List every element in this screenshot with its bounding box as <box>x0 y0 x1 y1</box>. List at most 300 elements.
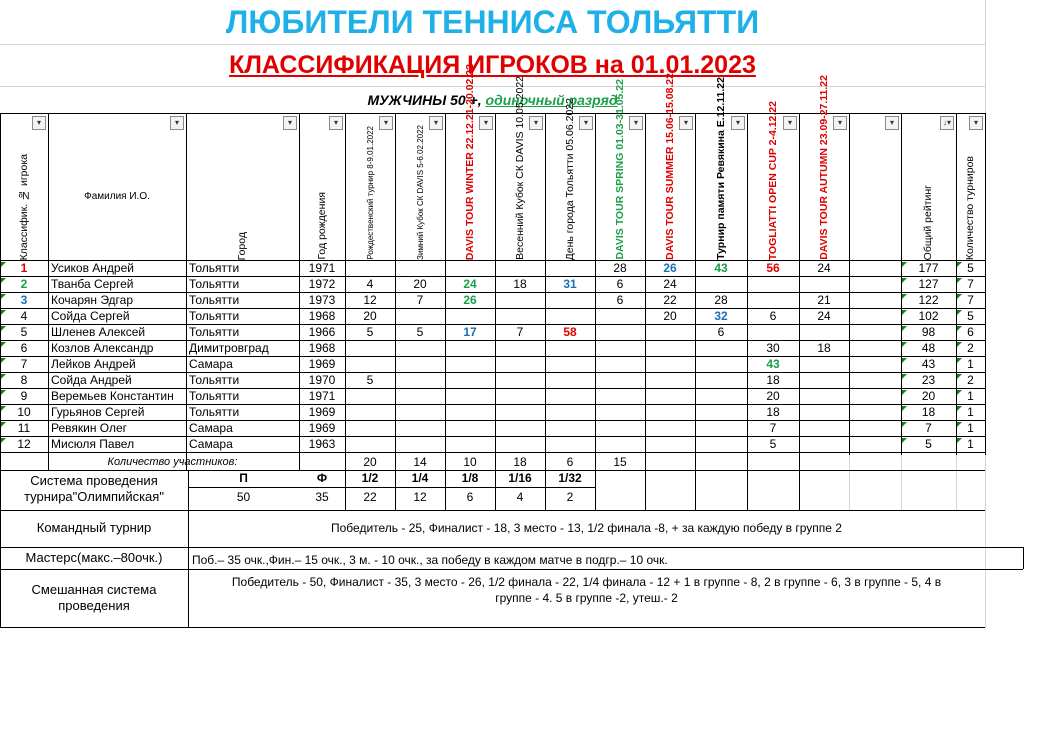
header-label: Город <box>236 231 248 260</box>
column-header-t6 <box>595 79 645 260</box>
cell-rank: 2 <box>20 277 28 291</box>
cell-marker-icon <box>1 390 6 395</box>
filter-dropdown-button[interactable]: ▾ <box>529 116 543 130</box>
cell-t3: 26 <box>463 293 477 307</box>
cell-rating: 18 <box>921 405 936 419</box>
column-header-rank <box>0 132 48 260</box>
cell-t9: 5 <box>769 437 777 451</box>
cell-marker-icon <box>957 358 962 363</box>
cell-t5 <box>545 293 595 309</box>
cell-t3 <box>445 357 495 373</box>
column-header-t8 <box>695 77 747 260</box>
filter-dropdown-button[interactable]: ▾ <box>969 116 983 130</box>
column-header-t2 <box>395 125 445 260</box>
cell-t1 <box>345 261 395 277</box>
cell-name: Мисюля Павел <box>51 437 135 451</box>
cell-year: 1969 <box>308 421 336 435</box>
header-label: Турнир памяти Ревякина Е.12.11.22 <box>714 77 727 260</box>
cell-t6 <box>595 341 645 357</box>
cell-t10: 24 <box>817 261 831 275</box>
cell-city: Тольятти <box>189 325 240 339</box>
cell-t2 <box>395 389 445 405</box>
cell-count: 1 <box>967 437 974 451</box>
cell-marker-icon <box>1 294 6 299</box>
cell-t4 <box>495 373 545 389</box>
cell-city: Тольятти <box>189 293 240 307</box>
header-label: День города Тольятти 05.06.2022 <box>563 97 576 260</box>
cell-marker-icon <box>902 374 907 379</box>
cell-t2: 20 <box>413 277 427 291</box>
cell-t4 <box>495 309 545 325</box>
cell-rating: 127 <box>918 277 939 291</box>
filter-dropdown-button[interactable]: ▾ <box>833 116 847 130</box>
cell-year: 1969 <box>308 357 336 371</box>
cell-marker-icon <box>957 438 962 443</box>
table-row <box>0 437 985 453</box>
cell-marker-icon <box>902 422 907 427</box>
cell-rank: 4 <box>20 309 28 323</box>
cell-name: Ревякин Олег <box>51 421 128 435</box>
grid-line <box>849 455 850 510</box>
cell-t6 <box>595 309 645 325</box>
filter-dropdown-button[interactable]: ▾ <box>379 116 393 130</box>
table-row <box>0 421 985 437</box>
grid-line <box>901 455 902 510</box>
cell-name: Кочарян Эдгар <box>51 293 134 307</box>
cell-t8 <box>695 373 747 389</box>
cell-rank: 5 <box>20 325 28 339</box>
cell-t1 <box>345 389 395 405</box>
cell-rating: 122 <box>918 293 939 307</box>
column-header-year <box>299 132 345 260</box>
cell-name: Сойда Андрей <box>51 373 132 387</box>
system-header: П <box>239 471 248 485</box>
cell-t8 <box>695 277 747 293</box>
cell-t5 <box>545 437 595 453</box>
cell-t7 <box>645 437 695 453</box>
cell-count: 1 <box>967 389 974 403</box>
cell-rating: 43 <box>921 357 936 371</box>
cell-t7 <box>645 357 695 373</box>
grid-line <box>0 113 1 628</box>
cell-t1 <box>345 357 395 373</box>
column-divider <box>985 113 986 470</box>
cell-t6 <box>595 405 645 421</box>
filter-dropdown-button[interactable]: ▾ <box>32 116 46 130</box>
system-header: 1/2 <box>361 471 379 485</box>
column-header-t4 <box>495 76 545 260</box>
cell-marker-icon <box>1 358 6 363</box>
participants-label: Количество участников: <box>107 456 238 468</box>
cell-t3: 17 <box>463 325 477 339</box>
header-label: Весенний Кубок СК DAVIS 10.05.2022 <box>513 76 526 260</box>
system-value: 4 <box>516 490 524 504</box>
cell-t8 <box>695 389 747 405</box>
cell-t9: 18 <box>766 405 780 419</box>
cell-t1: 20 <box>363 309 377 323</box>
masters-bottom-border <box>0 569 1023 570</box>
cell-t1: 4 <box>366 277 374 291</box>
cell-marker-icon <box>957 406 962 411</box>
cell-rating: 23 <box>921 373 936 387</box>
cell-t7: 22 <box>663 293 677 307</box>
cell-marker-icon <box>957 294 962 299</box>
system-value: 6 <box>466 490 474 504</box>
cell-marker-icon <box>1 342 6 347</box>
cell-t9: 30 <box>766 341 780 355</box>
table-row <box>0 341 985 357</box>
cell-t10 <box>799 389 849 405</box>
filter-dropdown-button[interactable]: ▾ <box>283 116 297 130</box>
cell-marker-icon <box>902 438 907 443</box>
header-label: TOGLIATTI OPEN CUP 2-4.12.22 <box>766 100 779 260</box>
column-header-t3 <box>445 63 495 260</box>
cell-t1: 5 <box>366 373 374 387</box>
cell-marker-icon <box>902 390 907 395</box>
cell-t10 <box>799 325 849 341</box>
filter-dropdown-button[interactable]: ▾ <box>731 116 745 130</box>
cell-rating: 20 <box>921 389 936 403</box>
cell-t7: 26 <box>663 261 677 275</box>
cell-rating: 7 <box>925 421 932 435</box>
column-header-t7 <box>645 73 695 260</box>
cell-year: 1968 <box>308 341 336 355</box>
system-header: 1/8 <box>461 471 479 485</box>
header-label: DAVIS TOUR AUTUMN 23.09-27.11.22 <box>817 75 830 260</box>
cell-t4 <box>495 437 545 453</box>
system-mid-border <box>188 487 595 488</box>
cell-t1 <box>345 341 395 357</box>
cell-name: Веремьев Константин <box>51 389 174 403</box>
header-label: Рождественский турнир 8-9.01.2022 <box>365 126 375 260</box>
cell-t9: 7 <box>769 421 777 435</box>
column-header-t9 <box>747 100 799 260</box>
cell-t3 <box>445 261 495 277</box>
system-label-line1: Система проведения <box>30 473 158 488</box>
grid-line <box>956 455 957 510</box>
table-row <box>0 325 985 341</box>
cell-rating: 48 <box>921 341 936 355</box>
table-row <box>0 309 985 325</box>
masters-label: Мастерс(макс.–80очк.) <box>25 550 163 565</box>
filter-dropdown-button[interactable]: ▾ <box>885 116 899 130</box>
cell-rank: 9 <box>20 389 28 403</box>
filter-dropdown-button[interactable]: ↓▾ <box>940 116 954 130</box>
cell-marker-icon <box>902 262 907 267</box>
cell-rank: 11 <box>17 421 31 435</box>
cell-t6: 28 <box>613 261 627 275</box>
header-label: DAVIS TOUR WINTER 22.12.21-20.02.22 <box>463 63 476 260</box>
column-header-name <box>48 132 186 260</box>
system-label <box>0 473 188 505</box>
filter-dropdown-button[interactable]: ▾ <box>479 116 493 130</box>
cell-t7: 24 <box>663 277 677 291</box>
cell-t3: 24 <box>463 277 477 291</box>
grid-line <box>985 455 986 510</box>
cell-t8: 6 <box>717 325 725 339</box>
cell-t9: 43 <box>766 357 780 371</box>
cell-t3 <box>445 405 495 421</box>
column-header-rating <box>901 132 956 260</box>
system-value: 22 <box>363 490 377 504</box>
cell-marker-icon <box>902 342 907 347</box>
column-header-city <box>186 132 299 260</box>
cell-name: Усиков Андрей <box>51 261 134 275</box>
cell-t6 <box>595 373 645 389</box>
header-label: Зимний Кубок СК DAVIS 5-6.02.2022 <box>415 125 425 260</box>
cell-marker-icon <box>1 438 6 443</box>
cell-rank: 6 <box>20 341 28 355</box>
cell-t2 <box>395 437 445 453</box>
cell-t6 <box>595 421 645 437</box>
cell-t9 <box>747 293 799 309</box>
system-value: 35 <box>315 490 329 504</box>
cell-t3 <box>445 421 495 437</box>
column-header-t10 <box>799 75 849 260</box>
cell-t10 <box>799 421 849 437</box>
cell-t4 <box>495 421 545 437</box>
cell-t5 <box>545 357 595 373</box>
cell-marker-icon <box>957 262 962 267</box>
grid-line <box>0 44 985 45</box>
cell-t4 <box>495 341 545 357</box>
cell-city: Самара <box>189 437 233 451</box>
cell-count: 5 <box>967 261 974 275</box>
filter-dropdown-button[interactable]: ▾ <box>170 116 184 130</box>
cell-year: 1971 <box>308 261 336 275</box>
header-label: Общий рейтинг <box>922 184 934 260</box>
cell-marker-icon <box>902 278 907 283</box>
cell-city: Тольятти <box>189 277 240 291</box>
cell-t7 <box>645 389 695 405</box>
cell-marker-icon <box>1 422 6 427</box>
cell-t10: 24 <box>817 309 831 323</box>
cell-t2 <box>395 405 445 421</box>
cell-marker-icon <box>902 358 907 363</box>
category-group: МУЖЧИНЫ 50 +, <box>367 92 482 108</box>
cell-marker-icon <box>957 422 962 427</box>
cell-t8 <box>695 421 747 437</box>
masters-rules: Поб.– 35 очк.,Фин.– 15 очк., 3 м. - 10 очк., за победу в каждом матче в подгр.– 10 очк. <box>192 553 668 567</box>
cell-city: Тольятти <box>189 389 240 403</box>
cell-city: Тольятти <box>189 261 240 275</box>
cell-marker-icon <box>957 390 962 395</box>
cell-name: Шленев Алексей <box>51 325 146 339</box>
filter-dropdown-button[interactable]: ▾ <box>579 116 593 130</box>
cell-t1 <box>345 405 395 421</box>
header-label: Фамилия И.О. <box>84 190 150 202</box>
mixed-label <box>0 582 188 614</box>
cell-t7 <box>645 405 695 421</box>
cell-t3 <box>445 389 495 405</box>
cell-t8: 32 <box>714 309 728 323</box>
cell-marker-icon <box>1 406 6 411</box>
cell-count: 1 <box>967 357 974 371</box>
table-top-border <box>0 113 985 114</box>
header-label: Классифик. № игрока <box>17 153 30 260</box>
header-label: DAVIS TOUR SUMMER 15.06-15.08.22 <box>663 73 676 260</box>
mixed-rules-line2: группе - 4. 5 в группе -2, утеш.- 2 <box>495 591 678 605</box>
table-row <box>0 357 985 373</box>
cell-marker-icon <box>1 374 6 379</box>
participants-t1: 20 <box>363 455 377 469</box>
column-header-blank <box>849 132 901 260</box>
cell-t8 <box>695 357 747 373</box>
cell-rank: 1 <box>20 261 28 275</box>
cell-year: 1970 <box>308 373 336 387</box>
cell-t2 <box>395 421 445 437</box>
participants-t4: 18 <box>513 455 527 469</box>
cell-count: 6 <box>967 325 974 339</box>
cell-year: 1969 <box>308 405 336 419</box>
cell-marker-icon <box>957 374 962 379</box>
cell-year: 1971 <box>308 389 336 403</box>
cell-rating: 102 <box>918 309 939 323</box>
mixed-rules <box>188 574 985 606</box>
cell-t10: 21 <box>817 293 831 307</box>
cell-t10 <box>799 373 849 389</box>
cell-t5 <box>545 341 595 357</box>
cell-marker-icon <box>1 262 6 267</box>
column-header-t5 <box>545 97 595 260</box>
cell-t9: 56 <box>766 261 780 275</box>
cell-count: 5 <box>967 309 974 323</box>
cell-t6 <box>595 437 645 453</box>
cell-count: 2 <box>967 341 974 355</box>
cell-count: 1 <box>967 405 974 419</box>
cell-count: 1 <box>967 421 974 435</box>
filter-dropdown-button[interactable]: ▾ <box>783 116 797 130</box>
cell-t10 <box>799 357 849 373</box>
participants-t6: 15 <box>613 455 627 469</box>
cell-t4 <box>495 261 545 277</box>
cell-t9: 6 <box>769 309 777 323</box>
cell-rating: 5 <box>925 437 932 451</box>
cell-t10 <box>799 405 849 421</box>
page-subtitle: КЛАССИФИКАЦИЯ ИГРОКОВ на 01.01.2023 <box>229 51 756 79</box>
cell-t4: 7 <box>516 325 524 339</box>
cell-year: 1963 <box>308 437 336 451</box>
cell-t4 <box>495 405 545 421</box>
cell-city: Тольятти <box>189 373 240 387</box>
cell-rating: 177 <box>918 261 939 275</box>
cell-t2 <box>395 261 445 277</box>
cell-t7 <box>645 325 695 341</box>
cell-t2 <box>395 341 445 357</box>
cell-t5 <box>545 389 595 405</box>
cell-t3 <box>445 373 495 389</box>
participants-t5: 6 <box>566 455 574 469</box>
cell-t2 <box>395 357 445 373</box>
cell-t9 <box>747 325 799 341</box>
grid-line <box>0 86 985 87</box>
category-type: одиночный разряд <box>485 92 618 108</box>
cell-marker-icon <box>1 310 6 315</box>
cell-t1: 12 <box>363 293 377 307</box>
cell-marker-icon <box>957 278 962 283</box>
system-header: 1/32 <box>558 471 582 485</box>
cell-t4: 18 <box>513 277 527 291</box>
cell-t8: 28 <box>714 293 728 307</box>
participants-t3: 10 <box>463 455 477 469</box>
cell-rank: 7 <box>20 357 28 371</box>
cell-t6 <box>595 325 645 341</box>
cell-t7 <box>645 341 695 357</box>
cell-rank: 8 <box>20 373 28 387</box>
table-row <box>0 373 985 389</box>
cell-name: Сойда Сергей <box>51 309 130 323</box>
cell-t6 <box>595 357 645 373</box>
cell-city: Димитровград <box>189 341 269 355</box>
cell-t5 <box>545 309 595 325</box>
mixed-label-line2: проведения <box>58 598 130 613</box>
table-bottom-border <box>0 627 985 628</box>
cell-name: Тванба Сергей <box>51 277 134 291</box>
cell-marker-icon <box>902 326 907 331</box>
filter-dropdown-button[interactable]: ▾ <box>329 116 343 130</box>
filter-dropdown-button[interactable]: ▾ <box>629 116 643 130</box>
mixed-label-line1: Смешанная система <box>31 582 157 597</box>
cell-rank: 3 <box>20 293 28 307</box>
team-label: Командный турнир <box>36 520 152 535</box>
cell-rating: 98 <box>921 325 936 339</box>
cell-city: Самара <box>189 357 233 371</box>
cell-marker-icon <box>957 342 962 347</box>
cell-t8 <box>695 341 747 357</box>
cell-t8 <box>695 437 747 453</box>
cell-t6: 6 <box>616 293 624 307</box>
cell-year: 1972 <box>308 277 336 291</box>
cell-t2 <box>395 373 445 389</box>
cell-t5: 31 <box>563 277 577 291</box>
filter-dropdown-button[interactable]: ▾ <box>429 116 443 130</box>
cell-t9: 20 <box>766 389 780 403</box>
cell-marker-icon <box>957 310 962 315</box>
cell-t7 <box>645 373 695 389</box>
table-row <box>0 293 985 309</box>
cell-t9 <box>747 277 799 293</box>
cell-t8: 43 <box>714 261 728 275</box>
cell-marker-icon <box>902 310 907 315</box>
header-label: Количество турниров <box>964 155 976 260</box>
table-row <box>0 389 985 405</box>
cell-t5 <box>545 405 595 421</box>
column-header-count <box>956 132 985 260</box>
header-label: Год рождения <box>315 192 328 260</box>
mixed-rules-line1: Победитель - 50, Финалист - 35, 3 место - 26, 1/2 финала - 22, 1/4 финала - 12 + 1 в группе - 8, 2 в группе - 6, 3 в группе - 5, 4 в <box>231 575 942 589</box>
cell-t1 <box>345 421 395 437</box>
table-row <box>0 405 985 421</box>
cell-t4 <box>495 357 545 373</box>
system-label-line2: турнира"Олимпийская" <box>24 489 164 504</box>
cell-rank: 10 <box>17 405 31 419</box>
cell-city: Самара <box>189 421 233 435</box>
cell-t5: 58 <box>563 325 577 339</box>
cell-count: 2 <box>967 373 974 387</box>
cell-t5 <box>545 261 595 277</box>
cell-city: Тольятти <box>189 405 240 419</box>
cell-t3 <box>445 341 495 357</box>
cell-t2: 7 <box>416 293 424 307</box>
cell-t3 <box>445 309 495 325</box>
filter-dropdown-button[interactable]: ▾ <box>679 116 693 130</box>
participants-t2: 14 <box>413 455 427 469</box>
system-value: 50 <box>236 490 251 504</box>
category-label <box>0 90 985 110</box>
cell-t5 <box>545 421 595 437</box>
cell-marker-icon <box>902 406 907 411</box>
cell-t3 <box>445 437 495 453</box>
